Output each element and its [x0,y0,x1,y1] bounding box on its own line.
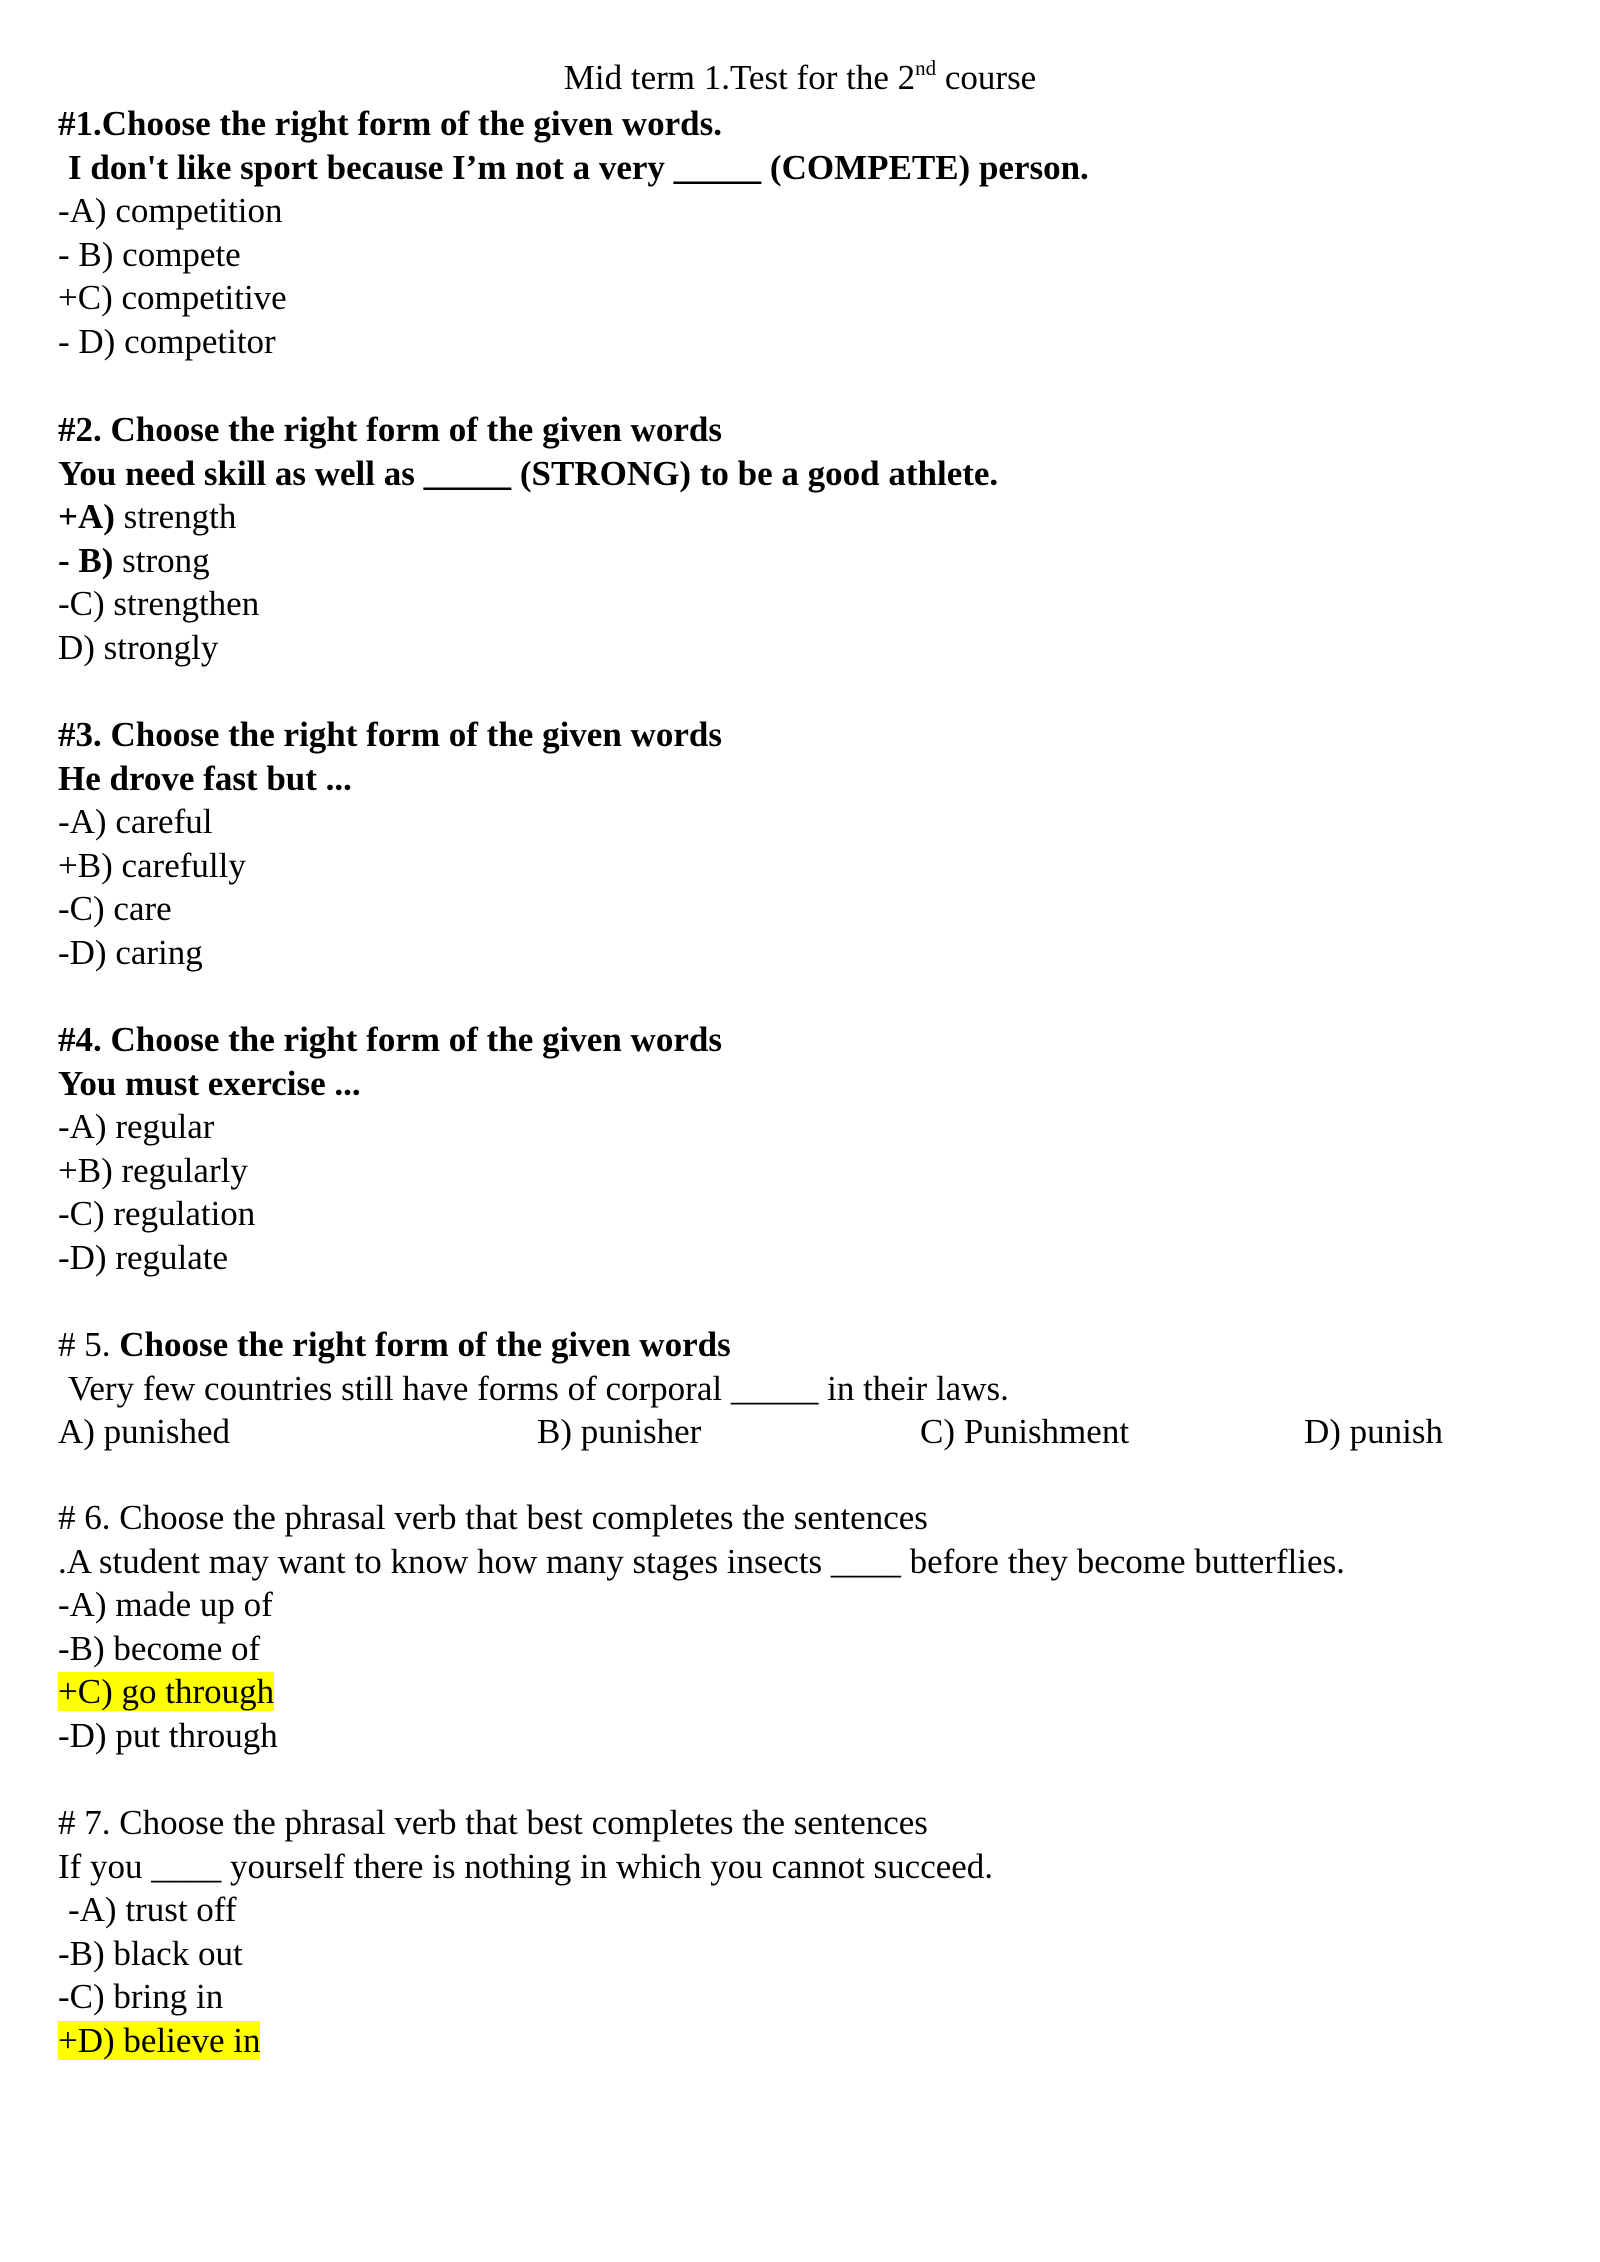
option-c [58,1670,1558,1714]
option-a: A) punished [58,1412,231,1451]
option-b: +B) carefully [58,845,246,885]
option-c: -C) strengthen [58,584,260,623]
question-text: He drove fast but ... [58,758,352,798]
option-prefix: +A) [58,497,115,536]
option-a: -A) trust off [68,1890,237,1929]
question-heading: #4. Choose the right form of the given words [58,1020,722,1059]
question-text: You must exercise ... [58,1063,361,1103]
question-heading: # 6. Choose the phrasal verb that best completes the sentences [58,1498,928,1537]
option-b [58,539,1558,583]
question-heading-text: Choose the right form of the given words [119,1325,731,1364]
option-d: -D) caring [58,932,203,972]
option-text: strong [113,540,210,580]
option-d: - D) competitor [58,321,276,361]
option-d: D) punish [1304,1412,1444,1451]
document-title [0,56,1600,100]
option-c: -C) regulation [58,1194,256,1233]
question-7 [58,1801,1558,2062]
question-heading: #1.Choose the right form of the given words. [58,104,722,143]
option-a: -A) careful [58,802,213,841]
option-c: -C) bring in [58,1977,224,2016]
question-text: You need skill as well as _____ (STRONG) to be a good athlete. [58,453,999,493]
question-text: I don't like sport because I’m not a very _____ (COMPETE) person. [68,147,1089,187]
options-row [58,1410,1558,1454]
option-c: -C) care [58,889,172,928]
option-a: -A) competition [58,191,283,230]
question-text: .A student may want to know how many stages insects ____ before they become butterflies. [58,1541,1345,1581]
title-tail: course [936,58,1037,97]
option-prefix: - B) [58,540,114,580]
option-d: -D) put through [58,1715,278,1755]
option-d: -D) regulate [58,1237,229,1277]
question-text: If you ____ yourself there is nothing in which you cannot succeed. [58,1846,994,1886]
question-3 [58,713,1558,974]
question-6 [58,1496,1558,1757]
question-number: # 5. [58,1325,120,1364]
question-heading: #2. Choose the right form of the given words [58,410,722,449]
option-d [58,2019,1558,2063]
question-5 [58,1323,1558,1454]
option-b: +B) regularly [58,1150,248,1190]
option-b: -B) become of [58,1628,261,1668]
option-b: - B) compete [58,234,241,274]
question-4 [58,1018,1558,1279]
option-b: B) punisher [537,1412,702,1451]
option-c: C) Punishment [920,1412,1130,1451]
title-main: Mid term 1.Test for the 2 [563,58,916,97]
question-text: Very few countries still have forms of corporal _____ in their laws. [68,1368,1009,1408]
option-d: D) strongly [58,627,219,667]
option-a: -A) made up of [58,1585,273,1624]
option-c: +C) competitive [58,278,287,317]
option-a [58,495,1558,539]
question-heading [58,1323,1558,1367]
question-1 [58,102,1558,363]
option-text: strength [114,497,237,536]
question-2 [58,408,1558,669]
title-superscript: nd [915,56,937,80]
highlighted-answer: +D) believe in [58,2020,261,2060]
option-b: -B) black out [58,1933,243,1973]
option-a: -A) regular [58,1107,215,1146]
question-heading: # 7. Choose the phrasal verb that best completes the sentences [58,1803,928,1842]
question-heading: #3. Choose the right form of the given words [58,715,722,754]
highlighted-answer: +C) go through [58,1672,275,1711]
